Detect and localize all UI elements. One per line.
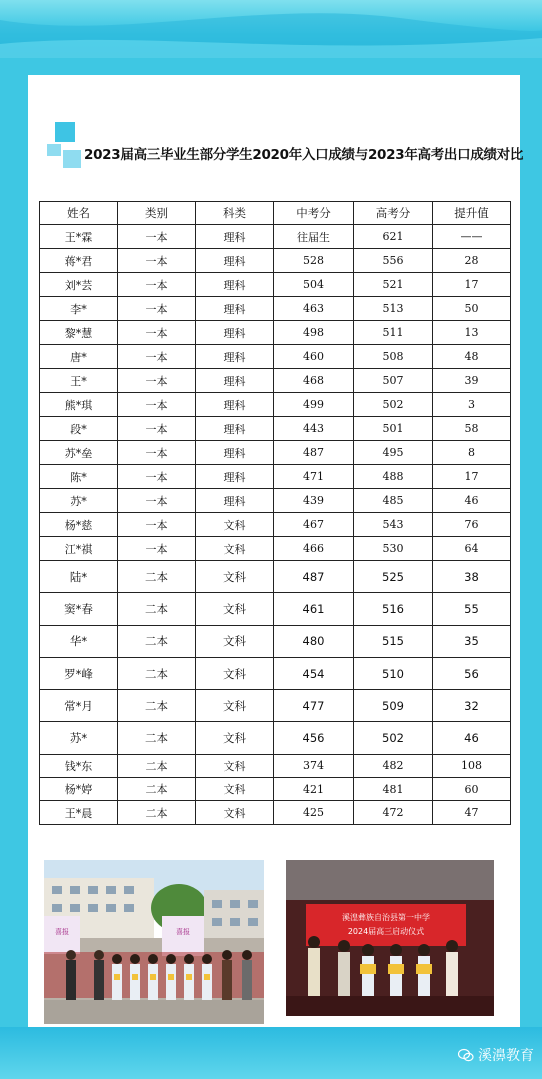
- cell-category: 二本: [118, 657, 196, 689]
- table-row: [40, 513, 511, 537]
- cell-name: 唐*: [40, 345, 118, 369]
- cell-subject: 理科: [196, 369, 274, 393]
- cell-improvement: 58: [433, 417, 511, 441]
- cell-name: 陈*: [40, 465, 118, 489]
- cell-improvement: 60: [433, 778, 511, 801]
- wave-decoration: [0, 0, 542, 58]
- cell-entry-score: 439: [274, 489, 354, 513]
- banner-right-text: 喜报: [176, 928, 190, 936]
- cell-improvement: 13: [433, 321, 511, 345]
- table-row: [40, 321, 511, 345]
- cell-exam-score: 472: [354, 801, 433, 824]
- cell-category: 一本: [118, 441, 196, 465]
- table-row: [40, 690, 511, 722]
- cell-exam-score: 501: [354, 417, 433, 441]
- cell-category: 一本: [118, 321, 196, 345]
- cell-category: 一本: [118, 249, 196, 273]
- table-row: [40, 249, 511, 273]
- cell-improvement: 55: [433, 593, 511, 625]
- table-header-row: [40, 202, 511, 225]
- cell-subject: 文科: [196, 593, 274, 625]
- cell-exam-score: 516: [354, 593, 433, 625]
- table-row: [40, 754, 511, 777]
- cell-entry-score: 467: [274, 513, 354, 537]
- cell-subject: 文科: [196, 722, 274, 754]
- cell-name: 窦*春: [40, 593, 118, 625]
- cell-improvement: ——: [433, 225, 511, 249]
- table-row: [40, 417, 511, 441]
- cell-category: 二本: [118, 561, 196, 593]
- cell-improvement: 8: [433, 441, 511, 465]
- cell-exam-score: 510: [354, 657, 433, 689]
- table-row: [40, 625, 511, 657]
- cell-subject: 文科: [196, 778, 274, 801]
- header-subject: 科类: [196, 202, 274, 225]
- cell-entry-score: 466: [274, 537, 354, 561]
- cell-name: 陆*: [40, 561, 118, 593]
- cell-name: 钱*东: [40, 754, 118, 777]
- cell-improvement: 32: [433, 690, 511, 722]
- cell-exam-score: 509: [354, 690, 433, 722]
- indoor-banner-line1: 溪湟彝族自治县第一中学: [342, 913, 430, 922]
- cell-name: 苏*: [40, 489, 118, 513]
- cell-category: 一本: [118, 465, 196, 489]
- cell-exam-score: 530: [354, 537, 433, 561]
- cell-improvement: 76: [433, 513, 511, 537]
- cell-subject: 理科: [196, 297, 274, 321]
- cell-category: 一本: [118, 369, 196, 393]
- cell-subject: 理科: [196, 441, 274, 465]
- header-category: 类别: [118, 202, 196, 225]
- cell-category: 二本: [118, 690, 196, 722]
- cell-entry-score: 往届生: [274, 225, 354, 249]
- cell-subject: 理科: [196, 345, 274, 369]
- cell-entry-score: 504: [274, 273, 354, 297]
- cell-subject: 文科: [196, 657, 274, 689]
- cell-entry-score: 471: [274, 465, 354, 489]
- cell-subject: 理科: [196, 465, 274, 489]
- cell-improvement: 64: [433, 537, 511, 561]
- cell-name: 王*: [40, 369, 118, 393]
- cell-improvement: 56: [433, 657, 511, 689]
- cell-category: 一本: [118, 225, 196, 249]
- cell-exam-score: 488: [354, 465, 433, 489]
- cell-subject: 理科: [196, 417, 274, 441]
- cell-name: 常*月: [40, 690, 118, 722]
- cell-name: 江*祺: [40, 537, 118, 561]
- cell-subject: 文科: [196, 801, 274, 824]
- cell-improvement: 46: [433, 722, 511, 754]
- table-row: [40, 722, 511, 754]
- cell-exam-score: 508: [354, 345, 433, 369]
- cell-subject: 文科: [196, 561, 274, 593]
- cell-improvement: 17: [433, 465, 511, 489]
- cell-improvement: 108: [433, 754, 511, 777]
- cell-exam-score: 543: [354, 513, 433, 537]
- watermark-text: 溪濞教育: [478, 1048, 534, 1064]
- cell-entry-score: 468: [274, 369, 354, 393]
- cell-exam-score: 502: [354, 722, 433, 754]
- cell-entry-score: 487: [274, 441, 354, 465]
- cell-improvement: 50: [433, 297, 511, 321]
- cell-improvement: 47: [433, 801, 511, 824]
- cell-category: 一本: [118, 489, 196, 513]
- page-title: 2023届高三毕业生部分学生2020年入口成绩与2023年高考出口成绩对比: [84, 147, 524, 163]
- cell-name: 杨*慈: [40, 513, 118, 537]
- cell-entry-score: 498: [274, 321, 354, 345]
- cell-name: 华*: [40, 625, 118, 657]
- cell-entry-score: 460: [274, 345, 354, 369]
- cell-subject: 理科: [196, 393, 274, 417]
- cell-name: 苏*: [40, 722, 118, 754]
- table-row: [40, 345, 511, 369]
- title-square-icon: [47, 122, 81, 168]
- cell-subject: 理科: [196, 321, 274, 345]
- cell-entry-score: 421: [274, 778, 354, 801]
- cell-improvement: 28: [433, 249, 511, 273]
- cell-entry-score: 528: [274, 249, 354, 273]
- cell-exam-score: 481: [354, 778, 433, 801]
- header-name: 姓名: [40, 202, 118, 225]
- banner-left-text: 喜报: [55, 928, 69, 936]
- header-exam-score: 高考分: [354, 202, 433, 225]
- table-row: [40, 225, 511, 249]
- cell-entry-score: 456: [274, 722, 354, 754]
- cell-entry-score: 477: [274, 690, 354, 722]
- cell-category: 一本: [118, 393, 196, 417]
- cell-subject: 理科: [196, 273, 274, 297]
- cell-entry-score: 487: [274, 561, 354, 593]
- cell-improvement: 38: [433, 561, 511, 593]
- table-row: [40, 393, 511, 417]
- cell-category: 一本: [118, 273, 196, 297]
- cell-name: 蒋*君: [40, 249, 118, 273]
- cell-subject: 文科: [196, 537, 274, 561]
- cell-category: 一本: [118, 513, 196, 537]
- cell-name: 杨*婷: [40, 778, 118, 801]
- cell-entry-score: 461: [274, 593, 354, 625]
- cell-exam-score: 525: [354, 561, 433, 593]
- cell-category: 一本: [118, 417, 196, 441]
- cell-name: 王*晨: [40, 801, 118, 824]
- cell-exam-score: 482: [354, 754, 433, 777]
- wechat-icon: [458, 1048, 474, 1062]
- cell-subject: 文科: [196, 754, 274, 777]
- cell-subject: 理科: [196, 249, 274, 273]
- table-row: [40, 465, 511, 489]
- cell-exam-score: 621: [354, 225, 433, 249]
- cell-entry-score: 454: [274, 657, 354, 689]
- table-body: [40, 225, 511, 825]
- ceremony-photo-outdoor: [44, 860, 264, 1024]
- cell-improvement: 48: [433, 345, 511, 369]
- ceremony-photo-indoor: [286, 860, 494, 1016]
- cell-entry-score: 499: [274, 393, 354, 417]
- cell-entry-score: 374: [274, 754, 354, 777]
- cell-category: 二本: [118, 754, 196, 777]
- cell-entry-score: 480: [274, 625, 354, 657]
- cell-subject: 理科: [196, 489, 274, 513]
- cell-exam-score: 502: [354, 393, 433, 417]
- cell-subject: 文科: [196, 625, 274, 657]
- cell-exam-score: 511: [354, 321, 433, 345]
- table-row: [40, 441, 511, 465]
- cell-exam-score: 495: [354, 441, 433, 465]
- table-row: [40, 593, 511, 625]
- table-row: [40, 561, 511, 593]
- cell-subject: 文科: [196, 513, 274, 537]
- cell-exam-score: 556: [354, 249, 433, 273]
- cell-name: 王*霖: [40, 225, 118, 249]
- cell-category: 二本: [118, 778, 196, 801]
- table-row: [40, 657, 511, 689]
- cell-exam-score: 507: [354, 369, 433, 393]
- table-row: [40, 273, 511, 297]
- table-row: [40, 801, 511, 824]
- cell-improvement: 3: [433, 393, 511, 417]
- cell-name: 苏*垒: [40, 441, 118, 465]
- cell-exam-score: 485: [354, 489, 433, 513]
- cell-name: 段*: [40, 417, 118, 441]
- cell-category: 一本: [118, 345, 196, 369]
- cell-entry-score: 463: [274, 297, 354, 321]
- cell-exam-score: 515: [354, 625, 433, 657]
- cell-category: 二本: [118, 801, 196, 824]
- table-row: [40, 778, 511, 801]
- cell-name: 黎*慧: [40, 321, 118, 345]
- cell-improvement: 39: [433, 369, 511, 393]
- cell-improvement: 17: [433, 273, 511, 297]
- table-row: [40, 297, 511, 321]
- cell-name: 罗*峰: [40, 657, 118, 689]
- indoor-banner-line2: 2024届高三启动仪式: [347, 927, 425, 936]
- score-comparison-table: [39, 201, 511, 825]
- cell-subject: 文科: [196, 690, 274, 722]
- cell-entry-score: 443: [274, 417, 354, 441]
- table-row: [40, 489, 511, 513]
- cell-category: 一本: [118, 297, 196, 321]
- header-improvement: 提升值: [433, 202, 511, 225]
- cell-name: 李*: [40, 297, 118, 321]
- cell-subject: 理科: [196, 225, 274, 249]
- cell-category: 一本: [118, 537, 196, 561]
- table-row: [40, 369, 511, 393]
- cell-name: 熊*琪: [40, 393, 118, 417]
- cell-category: 二本: [118, 625, 196, 657]
- cell-exam-score: 521: [354, 273, 433, 297]
- cell-category: 二本: [118, 722, 196, 754]
- watermark: [458, 1045, 534, 1065]
- header-entry-score: 中考分: [274, 202, 354, 225]
- cell-entry-score: 425: [274, 801, 354, 824]
- cell-improvement: 35: [433, 625, 511, 657]
- table-row: [40, 537, 511, 561]
- cell-name: 刘*芸: [40, 273, 118, 297]
- cell-improvement: 46: [433, 489, 511, 513]
- cell-category: 二本: [118, 593, 196, 625]
- top-banner: [0, 0, 542, 58]
- cell-exam-score: 513: [354, 297, 433, 321]
